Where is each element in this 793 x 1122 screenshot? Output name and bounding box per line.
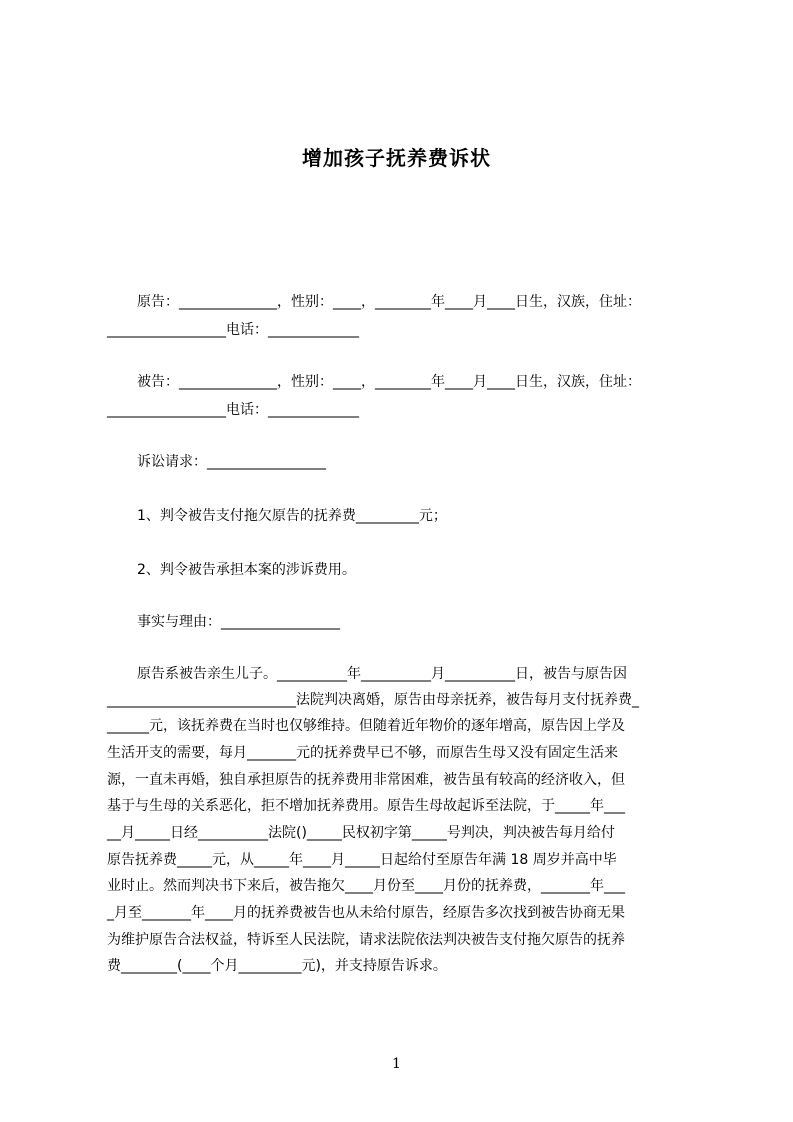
document-title: 增加孩子抚养费诉状 bbox=[302, 146, 491, 170]
facts-line: ______元，该抚养费在当时也仅够维持。但随着近年物价的逐年增高，原告因上学及 bbox=[107, 718, 625, 734]
plaintiff-line-2: _________________电话：_____________ bbox=[107, 322, 359, 338]
facts-line: 为维护原告合法权益，特诉至人民法院，请求法院依法判决被告支付拖欠原告的抚养 bbox=[107, 932, 625, 948]
facts-line: 基于与生母的关系恶化，拒不增加抚养费用。原告生母故起诉至法院，于_____年___ bbox=[107, 798, 625, 814]
facts-line: ___________________________法院判决离婚，原告由母亲抚养，被告每月支付抚养费_ bbox=[107, 692, 639, 708]
page-number: 1 bbox=[392, 1056, 401, 1072]
claim-item-2: 2、判令被告承担本案的涉诉费用。 bbox=[137, 562, 356, 578]
facts-line: 原告抚养费_____元，从_____年____月_____日起给付至原告年满 18 周岁并高中毕 bbox=[107, 852, 617, 868]
facts-line: _月至_______年____月的抚养费被告也从未给付原告，经原告多次找到被告协商无果 bbox=[107, 905, 625, 921]
plaintiff-line-1: 原告：______________，性别：____，________年____月____日生，汉族，住址： bbox=[137, 294, 641, 310]
facts-line: 费________(____个月_________元)，并支持原告诉求。 bbox=[107, 958, 447, 974]
claim-item-1: 1、判令被告支付拖欠原告的抚养费_________元； bbox=[137, 508, 447, 524]
facts-line: 源，一直未再婚，独自承担原告的抚养费用非常困难，被告虽有较高的经济收入，但 bbox=[107, 772, 625, 788]
defendant-line-1: 被告：______________，性别：____，________年____月____日生，汉族，住址： bbox=[137, 374, 641, 390]
facts-heading: 事实与理由：_________________ bbox=[137, 614, 340, 630]
defendant-line-2: _________________电话：_____________ bbox=[107, 402, 359, 418]
claims-heading: 诉讼请求：_________________ bbox=[137, 454, 326, 470]
facts-line: __月_____日经__________法院()_____民权初字第_____号判决，判决被告每月给付 bbox=[107, 825, 615, 841]
facts-line: 原告系被告亲生儿子。__________年__________月__________日，被告与原告因 bbox=[137, 666, 627, 682]
facts-line: 生活开支的需要，每月_______元的抚养费早已不够，而原告生母又没有固定生活来 bbox=[107, 745, 618, 761]
facts-line: 业时止。然而判决书下来后，被告拖欠____月份至____月份的抚养费，_______年___ bbox=[107, 878, 625, 894]
